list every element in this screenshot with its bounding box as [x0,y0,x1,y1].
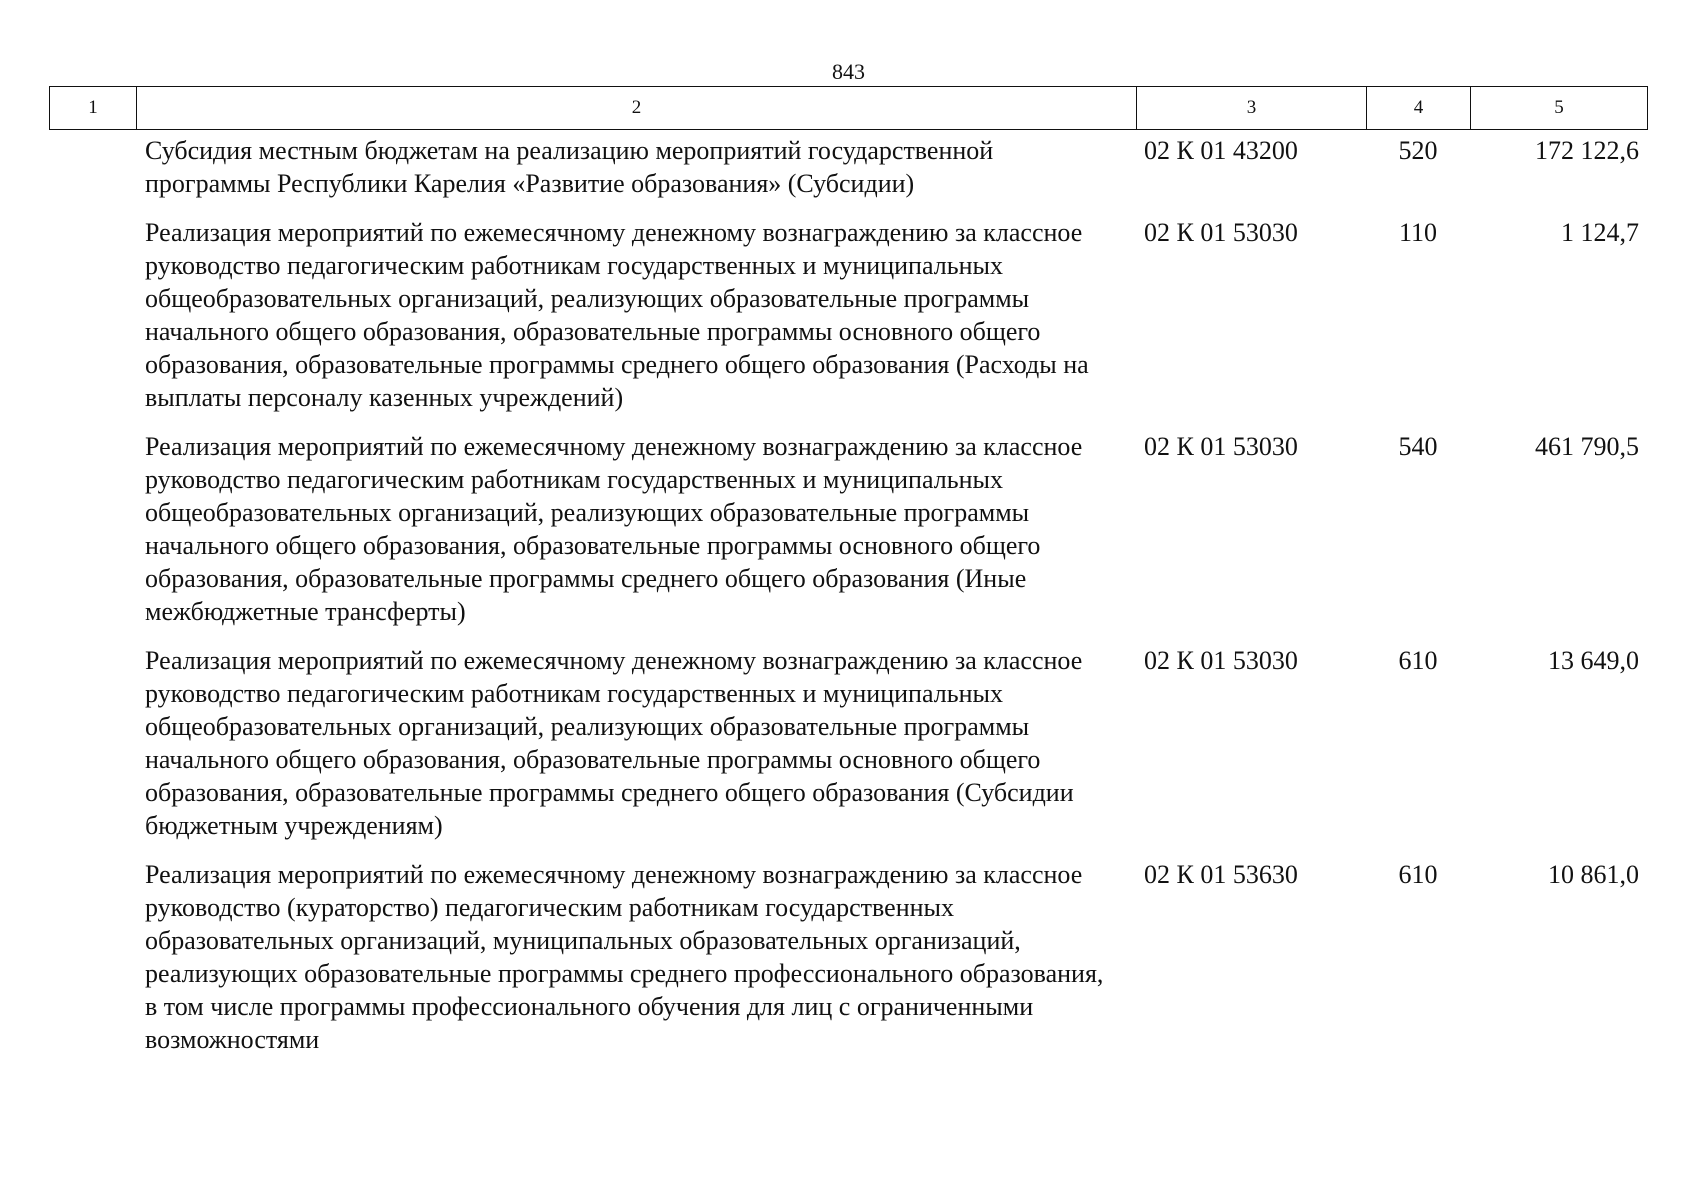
header-col-4: 4 [1367,87,1471,130]
budget-table [49,134,1647,1072]
row-amount: 10 861,0 [1548,860,1639,889]
row-target-code: 02 К 01 53630 [1144,860,1298,889]
row-description: Реализация мероприятий по ежемесячному денежному вознаграждению за классное руководство (кураторство) педагогическим работникам государственных образовательных организаций, муниципальных образовательных организаций, реализующих образовательные программы среднего профессионального образования, в том числе программы профессионального обучения для лиц с ограниченными возможностями [145,860,1104,1054]
row-description: Реализация мероприятий по ежемесячному денежному вознаграждению за классное руководство педагогическим работникам государственных и муниципальных общеобразовательных организаций, реализующих образовательные программы начального общего образования, образовательные программы основного общего образования, образовательные программы среднего общего образования (Иные межбюджетные трансферты) [145,432,1083,626]
table-row [49,134,1647,216]
row-number-cell [49,430,136,644]
header-col-3: 3 [1137,87,1367,130]
table-row [49,644,1647,858]
table-row [49,430,1647,644]
row-amount: 461 790,5 [1535,432,1639,461]
row-expense-type: 110 [1398,218,1438,247]
row-number-cell [49,644,136,858]
row-description: Субсидия местным бюджетам на реализацию мероприятий государственной программы Республики Карелия «Развитие образования» (Субсидии) [145,136,994,198]
column-header-table [49,86,1648,130]
row-amount: 172 122,6 [1535,136,1639,165]
header-col-1: 1 [50,87,137,130]
column-number-row [50,87,1648,130]
row-expense-type: 610 [1398,646,1438,675]
row-target-code: 02 К 01 53030 [1144,646,1298,675]
row-expense-type: 610 [1398,860,1438,889]
row-target-code: 02 К 01 43200 [1144,136,1298,165]
row-target-code: 02 К 01 53030 [1144,432,1298,461]
row-description: Реализация мероприятий по ежемесячному денежному вознаграждению за классное руководство педагогическим работникам государственных и муниципальных общеобразовательных организаций, реализующих образовательные программы начального общего образования, образовательные программы основного общего образования, образовательные программы среднего общего образования (Субсидии бюджетным учреждениям) [145,646,1083,840]
table-row [49,216,1647,430]
page-number: 843 [832,59,865,84]
row-expense-type: 540 [1398,432,1438,461]
row-expense-type: 520 [1398,136,1438,165]
header-col-5: 5 [1471,87,1648,130]
row-amount: 1 124,7 [1561,218,1639,247]
table-row [49,858,1647,1072]
row-amount: 13 649,0 [1548,646,1639,675]
row-number-cell [49,216,136,430]
row-number-cell [49,858,136,1072]
row-target-code: 02 К 01 53030 [1144,218,1298,247]
row-description: Реализация мероприятий по ежемесячному денежному вознаграждению за классное руководство педагогическим работникам государственных и муниципальных общеобразовательных организаций, реализующих образовательные программы начального общего образования, образовательные программы основного общего образования, образовательные программы среднего общего образования (Расходы на выплаты персоналу казенных учреждений) [145,218,1089,412]
header-col-2: 2 [137,87,1137,130]
row-number-cell [49,134,136,216]
